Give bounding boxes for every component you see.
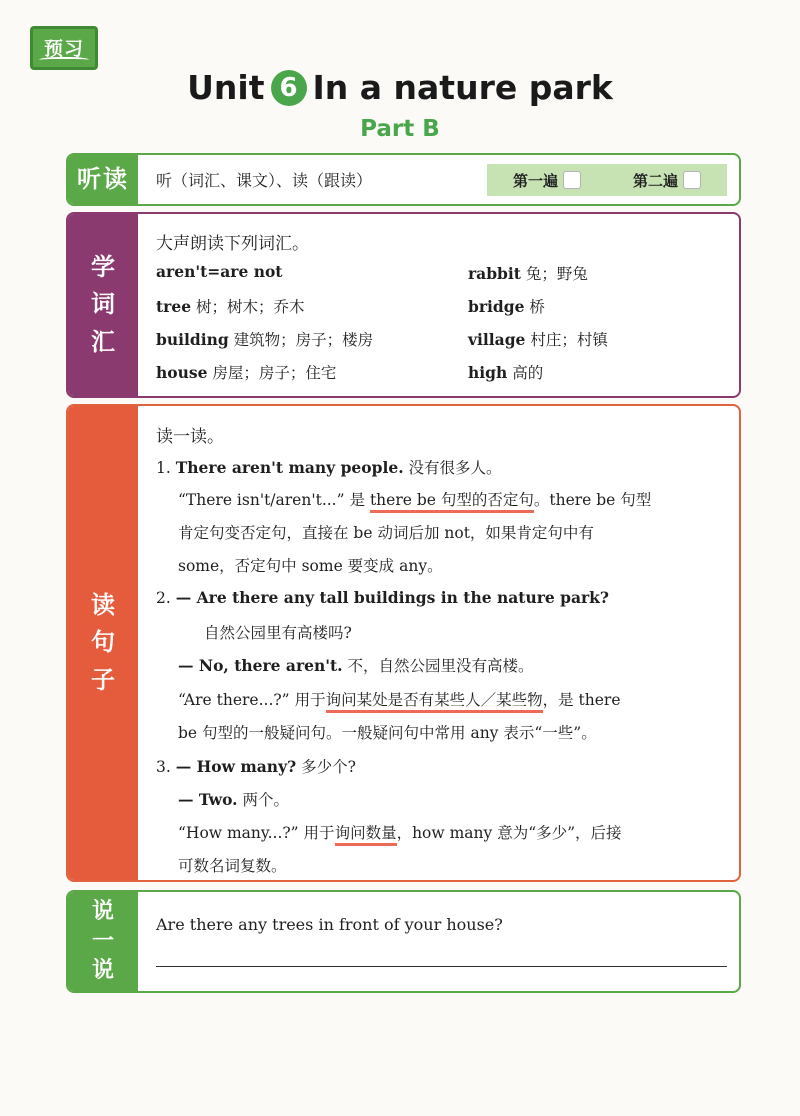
sentence-2-note	[178, 688, 621, 710]
sentence-2-answer	[178, 654, 534, 676]
sentence-en: There aren't many people.	[175, 458, 404, 477]
sentences-tab-label: 读句子	[91, 591, 115, 694]
listen-section	[66, 153, 741, 206]
unit-word: Unit	[187, 68, 265, 107]
note-highlight: 询问某处是否有某些人／某些物	[326, 691, 543, 713]
sentence-1-note	[178, 488, 651, 510]
note-text: “How many...?”	[178, 824, 299, 842]
note-text: 用于	[294, 691, 326, 709]
sentence-3-question	[156, 755, 356, 777]
preview-badge	[30, 26, 98, 70]
vocab-word: bridge	[468, 297, 525, 316]
sentence-1-note-line3: some，否定句中 some 要变成 any。	[178, 557, 443, 575]
speak-question: Are there any trees in front of your house?	[156, 915, 503, 934]
vocab-meaning: 树；树木；乔木	[196, 298, 305, 316]
vocab-item	[468, 262, 588, 284]
sentence-2-note-line2: be 句型的一般疑问句。一般疑问句中常用 any 表示“一些”。	[178, 724, 597, 742]
vocab-item	[156, 361, 336, 383]
sentence-en: — Are there any tall buildings in the nature park?	[175, 588, 610, 607]
speak-section	[66, 890, 741, 993]
page-title	[0, 68, 800, 107]
sentence-zh: 多少个?	[301, 758, 356, 776]
speak-tab-label: 说一说	[91, 898, 114, 984]
note-highlight: 询问数量	[335, 824, 397, 846]
note-text: ，是 there	[542, 691, 621, 709]
vocab-item	[156, 262, 282, 281]
pass-checklist	[487, 164, 727, 196]
vocab-word: tree	[156, 297, 192, 316]
note-text: “There isn't/aren't...”	[178, 491, 345, 509]
listen-tab: 听读	[68, 155, 138, 204]
sentence-3-note-line2: 可数名词复数。	[178, 857, 287, 875]
note-highlight: there be 句型的否定句	[370, 491, 534, 513]
vocab-word: house	[156, 363, 208, 382]
note-text: 是	[349, 491, 365, 509]
note-text: “Are there...?”	[178, 691, 290, 709]
note-text: ，how many 意为“多少”，后接	[396, 824, 622, 842]
vocab-word: aren't=are not	[156, 262, 283, 281]
listen-instruction: 听（词汇、课文）、读（跟读）	[156, 171, 373, 190]
sentence-1	[156, 456, 502, 478]
vocab-word: rabbit	[468, 264, 521, 283]
speak-tab	[68, 892, 138, 991]
sentence-number: 2.	[156, 589, 171, 607]
vocab-item	[156, 295, 305, 317]
sentence-3-note	[178, 821, 622, 843]
sentences-instruction: 读一读。	[156, 427, 224, 447]
sentence-number: 3.	[156, 758, 171, 776]
sentence-number: 1.	[156, 459, 171, 477]
vocab-meaning: 建筑物；房子；楼房	[233, 331, 374, 349]
sentence-2-question	[156, 588, 609, 607]
pass-2-checkbox[interactable]	[683, 171, 701, 189]
sentence-1-note-line2: 肯定句变否定句，直接在 be 动词后加 not，如果肯定句中有	[178, 524, 594, 542]
vocab-tab-label: 学词汇	[91, 253, 115, 356]
vocab-item	[156, 328, 373, 350]
vocab-word: high	[468, 363, 508, 382]
note-text: 。there be 句型	[533, 491, 652, 509]
vocab-meaning: 房屋；房子；住宅	[212, 364, 337, 382]
vocab-item	[468, 361, 543, 383]
pass-1-label: 第一遍	[512, 171, 558, 190]
sentence-en: — Two.	[178, 790, 238, 809]
unit-title: In a nature park	[312, 68, 613, 107]
vocab-tab	[68, 214, 138, 396]
part-subtitle: Part B	[360, 116, 440, 142]
vocab-meaning: 桥	[529, 298, 545, 316]
sentence-zh: 不，自然公园里没有高楼。	[347, 657, 534, 675]
sentence-en: — How many?	[175, 757, 297, 776]
sentence-en: — No, there aren't.	[178, 656, 343, 675]
vocab-item	[468, 295, 545, 317]
vocab-meaning: 村庄；村镇	[530, 331, 608, 349]
pass-1-checkbox[interactable]	[563, 171, 581, 189]
pass-2[interactable]	[633, 170, 701, 191]
sentence-2-question-zh: 自然公园里有高楼吗?	[204, 624, 352, 642]
vocab-section	[66, 212, 741, 398]
vocab-meaning: 高的	[512, 364, 544, 382]
vocab-item	[468, 328, 608, 350]
vocab-word: village	[468, 330, 526, 349]
note-text: 用于	[303, 824, 335, 842]
pass-1[interactable]	[513, 170, 581, 191]
vocab-meaning: 兔；野兔	[525, 265, 588, 283]
sentences-tab	[68, 406, 138, 880]
sentence-zh: 两个。	[242, 791, 289, 809]
pass-2-label: 第二遍	[632, 171, 678, 190]
unit-number-badge: 6	[271, 70, 307, 106]
book-icon	[39, 57, 89, 64]
sentence-zh: 没有很多人。	[408, 459, 502, 477]
vocab-word: building	[156, 330, 229, 349]
vocab-instruction: 大声朗读下列词汇。	[156, 234, 309, 254]
answer-line[interactable]	[156, 966, 727, 967]
sentence-3-answer	[178, 788, 289, 810]
preview-badge-text: 预习	[43, 38, 84, 60]
sentences-section	[66, 404, 741, 882]
